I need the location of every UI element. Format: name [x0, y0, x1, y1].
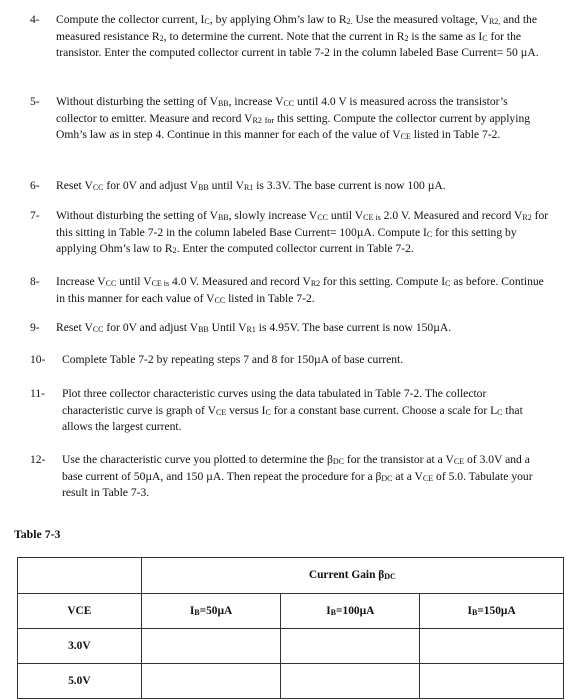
step-7 — [30, 208, 550, 258]
step-10 — [30, 352, 550, 369]
step-number: 12- — [30, 453, 46, 466]
step-text: Without disturbing the setting of $V_{BB}$, increase $V_{CC}$ until 4.0 V is measured across the transistor’s collector to emitter. Measure and record $V_{R2}$ $_{for}$ this setting. Compute the collector current by applying Omh’s law as in step 4. Continue in this manner for each of the value of $V_{CE}$ listed in Table 7-2. — [56, 95, 531, 142]
step-11 — [30, 386, 550, 436]
step-text: Reset $V_{CC}$ for 0V and adjust $V_{BB}$ until $V_{R1}$ is 3.3V. The base current is now 100 µA. — [56, 179, 446, 192]
step-number: 9- — [30, 321, 40, 334]
step-number: 10- — [30, 353, 46, 366]
table-header-row — [18, 558, 564, 594]
table-row — [18, 629, 564, 664]
step-number: 5- — [30, 95, 40, 108]
step-12 — [30, 452, 550, 502]
vce-cell: 5.0V — [18, 664, 142, 699]
step-number: 11- — [30, 387, 46, 400]
column-header-row — [18, 594, 564, 629]
step-text: Use the characteristic curve you plotted to determine the $\beta_{DC}$ for the transistor at a $V_{CE}$ of 3.0V and a base current of 50µA, and 150 µA. Then repeat the procedure for a $\beta_{DC}$ at a $V_{CE}$ of 5.0. Tabulate your result in Table 7-3. — [62, 453, 533, 500]
step-number: 6- — [30, 179, 40, 192]
column-header-ib-50: $I_B=50\mu A$ — [141, 594, 281, 629]
gain-cell[interactable] — [281, 629, 420, 664]
step-text: Increase $V_{CC}$ until $V_{CE is}$ 4.0 V. Measured and record $V_{R2}$ for this setting. Compute $I_C$ as before. Continue in this manner for each value of $V_{CC}$ listed in Table 7-2. — [56, 275, 544, 305]
empty-header-cell — [18, 558, 142, 594]
step-text: Plot three collector characteristic curves using the data tabulated in Table 7-2. The collector characteristic curve is graph of $V_{CE}$ versus $I_C$ for a constant base current. Choose a scale for $L_C$ that allows the largest current. — [62, 387, 523, 434]
vce-cell: 3.0V — [18, 629, 142, 664]
gain-cell[interactable] — [281, 664, 420, 699]
step-text: Complete Table 7-2 by repeating steps 7 and 8 for 150µA of base current. — [62, 353, 404, 366]
column-header-ib-150: $I_B=150\mu A$ — [420, 594, 564, 629]
step-9 — [30, 320, 550, 337]
step-number: 7- — [30, 209, 40, 222]
step-8 — [30, 274, 550, 307]
gain-cell[interactable] — [420, 664, 564, 699]
step-5 — [30, 94, 550, 144]
step-number: 4- — [30, 13, 40, 26]
gain-cell[interactable] — [141, 629, 281, 664]
current-gain-header: Current Gain $\beta_{DC}$ — [141, 558, 563, 594]
column-header-vce: VCE — [18, 594, 142, 629]
gain-cell[interactable] — [420, 629, 564, 664]
step-4 — [30, 12, 550, 62]
step-number: 8- — [30, 275, 40, 288]
step-text: Without disturbing the setting of $V_{BB}$, slowly increase $V_{CC}$ until $V_{CE is}$ 2.0 V. Measured and record $V_{R2}$ for this sitting in Table 7-2 in the column labeled Base Current= 100µA. Compute $I_C$ for this setting by applying Ohm’s law to $R_2$. Enter the computed collector current in Table 7-2. — [56, 209, 549, 256]
step-text: Compute the collector current, $I_C$, by applying Ohm’s law to $R_{2.}$ Use the measured voltage, $V_{R2,}$ and the measured resistance $R_2$, to determine the current. Note that the current in $R_2$ is the same as $I_C$ for the transistor. Enter the computed collector current in table 7-2 in the column labeled Base Current= 50 µA. — [56, 13, 539, 60]
current-gain-table — [17, 557, 564, 699]
table-label: Table 7-3 — [14, 527, 61, 541]
step-6 — [30, 178, 550, 195]
gain-cell[interactable] — [141, 664, 281, 699]
column-header-ib-100: $I_B=100\mu A$ — [281, 594, 420, 629]
step-text: Reset $V_{CC}$ for 0V and adjust $V_{BB}$ Until $V_{R1}$ is 4.95V. The base current is now 150µA. — [56, 321, 452, 334]
table-row — [18, 664, 564, 699]
